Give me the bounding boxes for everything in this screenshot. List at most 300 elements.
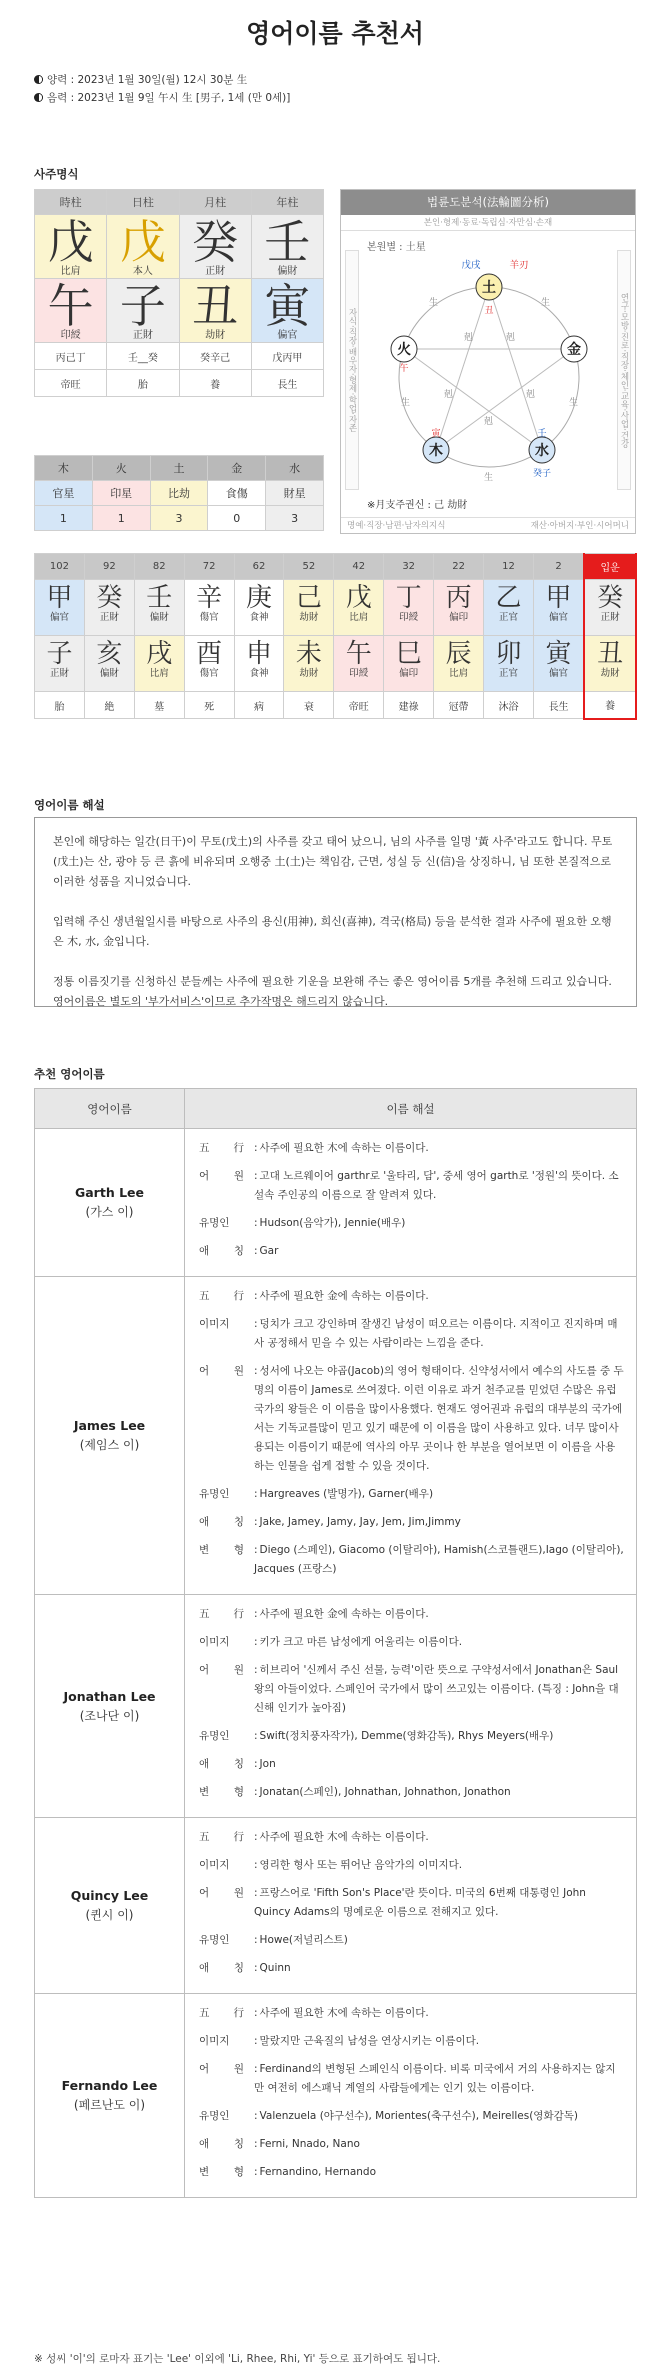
daeun-stem-sipsin: 正官 — [498, 612, 518, 623]
stem-char: 壬 — [264, 215, 311, 269]
info-row — [199, 1167, 624, 1205]
info-row — [199, 2107, 624, 2126]
info-row — [199, 1513, 624, 1532]
info-row — [199, 1661, 624, 1718]
explain-box — [34, 817, 637, 1007]
info-label: 이미지 — [199, 2035, 230, 2047]
korean-reading: (조나단 이) — [79, 1708, 140, 1723]
daeun-branch-char: 巳 — [395, 639, 422, 669]
daeun-stem-sipsin: 偏財 — [149, 612, 169, 623]
daeun-stem — [134, 580, 184, 636]
daeun-branch — [35, 636, 85, 692]
info-label: 이미지 — [199, 1318, 230, 1330]
info-label: 애 칭 — [199, 1516, 244, 1528]
info-row — [199, 1959, 624, 1978]
daeun-stem — [533, 580, 584, 636]
daeun-branch-sipsin: 食神 — [249, 668, 269, 679]
info-label: 애 칭 — [199, 1245, 244, 1257]
daeun-branch — [434, 636, 484, 692]
info-row — [199, 2004, 624, 2023]
daeun-branch-sipsin: 正財 — [49, 668, 69, 679]
branch-fire: 午 — [399, 364, 409, 374]
daeun-branch — [384, 636, 434, 692]
unsung: 帝旺 — [35, 370, 107, 397]
info-value: : 키가 크고 마른 남성에게 어울리는 이름이다. — [254, 1633, 624, 1652]
daeun-unsung: 胎 — [35, 692, 85, 719]
info-label: 유명인 — [199, 1488, 230, 1500]
daeun-stem — [284, 580, 334, 636]
info-label: 유명인 — [199, 1217, 230, 1229]
info-label: 이미지 — [199, 1636, 230, 1648]
daeun-unsung: 死 — [184, 692, 234, 719]
daeun-stem-char: 己 — [295, 583, 322, 613]
daeun-branch-char: 未 — [295, 639, 322, 669]
info-row — [199, 1755, 624, 1774]
col-name-header: 영어이름 — [35, 1089, 185, 1129]
korean-reading: (퀸시 이) — [85, 1908, 134, 1922]
english-name: Quincy Lee — [70, 1888, 149, 1903]
info-row — [199, 1884, 624, 1922]
jijanggan: 戊丙甲 — [251, 343, 323, 370]
english-name-cell — [35, 1277, 185, 1595]
daeun-branch-char: 申 — [246, 639, 273, 669]
daeun-age: 92 — [84, 554, 134, 580]
info-value: : Jake, Jamey, Jamy, Jay, Jem, Jim,Jimmy — [254, 1513, 624, 1532]
daeun-branch-char: 卯 — [495, 639, 522, 669]
rel-label: 剋 — [484, 417, 494, 427]
daeun-stem-sipsin: 比肩 — [349, 612, 369, 623]
info-row — [199, 1783, 624, 1802]
info-value: : 사주에 필요한 金에 속하는 이름이다. — [254, 1287, 624, 1306]
daeun-stem — [35, 580, 85, 636]
sipsin-group: 財星 — [266, 481, 324, 506]
english-name: James Lee — [73, 1418, 146, 1433]
daeun-unsung: 沐浴 — [484, 692, 534, 719]
english-names-table — [34, 1088, 637, 2198]
stem-sipsin: 比肩 — [60, 266, 81, 277]
rel-label: 生 — [569, 398, 579, 408]
month-branch-note-text: ※月支주권신 : 己 劫財 — [367, 500, 468, 511]
name-explain-cell — [185, 1818, 637, 1994]
daeun-branch-char: 子 — [46, 639, 73, 669]
node-metal-label: 金 — [567, 342, 581, 358]
branch-char: 子 — [119, 279, 166, 333]
node-fire-label: 火 — [397, 342, 411, 358]
daeun-stem — [84, 580, 134, 636]
element-header: 水 — [266, 456, 324, 481]
saju-section-title: 사주명식 — [34, 167, 79, 181]
stem-cell — [251, 215, 323, 279]
branch-cell — [179, 279, 251, 343]
info-row — [199, 1727, 624, 1746]
daeun-stem-char: 丁 — [395, 583, 422, 613]
english-name-cell — [35, 1129, 185, 1277]
four-pillars-table — [34, 189, 324, 397]
daeun-branch — [484, 636, 534, 692]
daeun-unsung: 衰 — [284, 692, 334, 719]
daeun-age: 32 — [384, 554, 434, 580]
info-value: : Fernandino, Hernando — [254, 2163, 624, 2182]
korean-reading: (페르난도 이) — [73, 2098, 146, 2112]
info-row — [199, 1605, 624, 1624]
english-name-cell — [35, 1595, 185, 1818]
daeun-stem-char: 庚 — [246, 583, 273, 613]
beopryundo-diagram — [340, 189, 636, 534]
daeun-age: 42 — [334, 554, 384, 580]
info-value: : Hudson(음악가), Jennie(배우) — [254, 1214, 624, 1233]
info-label: 애 칭 — [199, 2138, 244, 2150]
daeun-unsung: 帝旺 — [334, 692, 384, 719]
daeun-stem-sipsin: 正財 — [99, 612, 119, 623]
branch-earth: 丑 — [484, 306, 494, 316]
info-label: 五 行 — [199, 1290, 244, 1302]
rel-label: 剋 — [506, 333, 516, 343]
english-name-cell — [35, 1994, 185, 2198]
diagram-subtitle: 본인·형제·동료·독립심·자만심·손재 — [341, 215, 635, 231]
branch-sipsin: 印綬 — [60, 330, 81, 341]
info-value: : Howe(저널리스트) — [254, 1931, 624, 1950]
daeun-branch — [334, 636, 384, 692]
info-label: 五 行 — [199, 1142, 244, 1154]
rel-label: 剋 — [526, 390, 536, 400]
node-wood-label: 木 — [429, 443, 443, 459]
daeun-branch-char: 亥 — [96, 639, 123, 669]
romanization-note: ※ 성씨 '이'의 로마자 표기는 'Lee' 이외에 'Li, Rhee, Rhi, Yi' 등으로 표기하여도 됩니다. — [34, 2353, 441, 2365]
info-row — [199, 1856, 624, 1875]
daeun-unsung: 冠帶 — [434, 692, 484, 719]
info-value: : 성서에 나오는 야곱(Jacob)의 영어 형태이다. 신약성서에서 예수의 사도를 중 두 명의 이름이 James로 쓰여졌다. 이런 이유로 과거 천주교를 믿었던 수많은 유럽 국가의 왕들은 이 이름을 많이사용했다. 현재도 영어권과 유럽의 대부분의 국가에서는 기독교를많이 믿고 있기 때문에 이 이름을 많이 사용하고 있다. 너무 많이사용되는 이름이기 때문에 역사의 아무 곳이나 한 부분을 열어보면 이 이름을 사용하는 인물을 쉽게 접할 수 있을 것이다. — [254, 1362, 624, 1476]
name-explain-cell — [185, 1595, 637, 1818]
rel-label: 剋 — [464, 333, 474, 343]
info-value: : 영리한 형사 또는 뛰어난 음악가의 이미지다. — [254, 1856, 624, 1875]
daeun-branch — [84, 636, 134, 692]
pillar-header: 日柱 — [107, 190, 179, 215]
info-row — [199, 1139, 624, 1158]
diagram-footer — [341, 517, 635, 533]
info-row — [199, 1633, 624, 1652]
explain-section-title: 영어이름 해설 — [34, 798, 105, 812]
pillar-header: 時柱 — [35, 190, 107, 215]
daeun-branch-sipsin: 劫財 — [299, 668, 319, 679]
daeun-stem-char: 乙 — [495, 583, 522, 613]
info-label: 유명인 — [199, 2110, 230, 2122]
info-value: : Ferdinand의 변형된 스페인식 이름이다. 비록 미국에서 거의 사용하지는 않지만 여전히 에스패닉 계열의 사람들에게는 인기 있는 이름이다. — [254, 2060, 624, 2098]
english-name: Garth Lee — [74, 1185, 144, 1200]
daeun-stem-char: 辛 — [196, 583, 223, 613]
month-branch-note — [367, 496, 467, 511]
info-label: 어 원 — [199, 2063, 244, 2075]
info-label: 五 行 — [199, 1831, 244, 1843]
english-name: Jonathan Lee — [63, 1688, 156, 1704]
info-row — [199, 1828, 624, 1847]
branch-sipsin: 劫財 — [205, 330, 226, 341]
daeun-stem-sipsin: 偏官 — [49, 612, 69, 623]
sipsin-group: 比劫 — [150, 481, 208, 506]
info-label: 어 원 — [199, 1170, 244, 1182]
branch-metal: 壬 — [537, 429, 547, 439]
daeun-stem-char: 丙 — [445, 583, 472, 613]
daeun-unsung: 病 — [234, 692, 284, 719]
info-value: : 말랐지만 근육질의 남성을 연상시키는 이름이다. — [254, 2032, 624, 2051]
pillar-header: 月柱 — [179, 190, 251, 215]
element-count: 1 — [92, 506, 150, 531]
daeun-unsung: 建祿 — [384, 692, 434, 719]
daeun-branch-sipsin: 偏官 — [549, 668, 569, 679]
daeun-stem — [584, 580, 636, 636]
daeun-branch-char: 辰 — [445, 639, 472, 669]
info-row — [199, 2060, 624, 2098]
daeun-stem — [334, 580, 384, 636]
info-value: : Jonatan(스페인), Johnathan, Johnathon, Jonathon — [254, 1783, 624, 1802]
info-value: : 사주에 필요한 木에 속하는 이름이다. — [254, 1828, 624, 1847]
sipsin-group: 印星 — [92, 481, 150, 506]
daeun-stem-sipsin: 劫財 — [299, 612, 319, 623]
name-row — [35, 1277, 637, 1595]
daeun-unsung: 養 — [584, 692, 636, 719]
info-label: 변 형 — [199, 1544, 244, 1556]
half-circle-icon — [34, 93, 43, 102]
info-label: 변 형 — [199, 1786, 244, 1798]
daeun-age: 2 — [533, 554, 584, 580]
info-label: 五 行 — [199, 2007, 244, 2019]
info-value: : Ferni, Nnado, Nano — [254, 2135, 624, 2154]
info-row — [199, 1931, 624, 1950]
daeun-branch-sipsin: 正官 — [498, 668, 518, 679]
info-label: 어 원 — [199, 1365, 244, 1377]
daeun-branch-char: 戌 — [146, 639, 173, 669]
info-value: : 사주에 필요한 木에 속하는 이름이다. — [254, 1139, 624, 1158]
solar-birth — [34, 72, 247, 87]
daeun-stem-sipsin: 偏官 — [549, 612, 569, 623]
element-header: 金 — [208, 456, 266, 481]
stem-sipsin: 本人 — [132, 266, 153, 277]
name-row — [35, 1994, 637, 2198]
info-row — [199, 1362, 624, 1476]
daeun-branch-sipsin: 偏印 — [399, 668, 419, 679]
branch-char: 寅 — [264, 279, 311, 333]
info-value: : 히브리어 '신께서 주신 선물, 능력'이란 뜻으로 구약성서에서 Jonathan은 Saul왕의 아들이었다. 스페인어 국가에서 많이 쓰고있는 이름이다. (특징 : John을 대신해 인기가 높아짐) — [254, 1661, 624, 1718]
daeun-branch-sipsin: 印綬 — [349, 668, 369, 679]
diagram-side-right: 연구·모방·진로·직장·체인·교육·사업·건강 — [617, 250, 631, 490]
daeun-unsung: 長生 — [533, 692, 584, 719]
rel-label: 生 — [541, 298, 551, 308]
info-label: 五 行 — [199, 1608, 244, 1620]
korean-reading: (가스 이) — [85, 1205, 134, 1219]
daeun-age: 102 — [35, 554, 85, 580]
info-label: 변 형 — [199, 2166, 244, 2178]
branch-char: 午 — [47, 279, 94, 333]
stem-sipsin: 偏財 — [277, 266, 298, 277]
daeun-stem — [384, 580, 434, 636]
info-value: : Quinn — [254, 1959, 624, 1978]
daeun-stem-char: 癸 — [96, 583, 123, 613]
daeun-stem — [434, 580, 484, 636]
info-value: : 고대 노르웨이어 garthr로 '울타리, 담', 중세 영어 garth로 '정원'의 뜻이다. 소설속 주인공의 이름으로 잘 알려져 있다. — [254, 1167, 624, 1205]
unsung: 長生 — [251, 370, 323, 397]
info-value: : 덩치가 크고 강인하며 잘생긴 남성이 떠오르는 이름이다. 지적이고 진지하며 매사 공정해서 믿을 수 있는 사람이라는 느낌을 준다. — [254, 1315, 624, 1353]
name-explain-cell — [185, 1129, 637, 1277]
sipsin-group: 官星 — [35, 481, 93, 506]
daeun-stem-char: 甲 — [46, 583, 73, 613]
col-explain-header: 이름 해설 — [185, 1089, 637, 1129]
name-row — [35, 1129, 637, 1277]
solar-birth-text: 양력 : 2023년 1월 30일(월) 12시 30분 生 — [47, 74, 248, 86]
info-row — [199, 2135, 624, 2154]
diagram-footer-right: 재산·아버지·부인·시어머니 — [530, 521, 629, 531]
info-row — [199, 1541, 624, 1579]
branch-sipsin: 正財 — [132, 330, 153, 341]
daeun-stem-sipsin: 正財 — [600, 612, 620, 623]
daeun-stem — [234, 580, 284, 636]
daeun-age: 72 — [184, 554, 234, 580]
daeun-stem-sipsin: 印綬 — [399, 612, 419, 623]
explain-paragraph: 본인에 해당하는 일간(日干)이 무토(戊土)의 사주를 갖고 태어 났으니, 님의 사주를 일명 '黃 사주'라고도 합니다. 무토(戊土)는 산, 광야 등 큰 흙에 비유되며 오행중 土(土)는 책임감, 근면, 성실 등 신(信)을 상징하니, 님 또한 본질적으로 이러한 성품을 지니었습니다. — [53, 835, 613, 888]
daeun-branch-char: 寅 — [545, 639, 572, 669]
ohaeng-count-table — [34, 455, 324, 531]
branch-water: 癸子 — [532, 469, 552, 479]
stem-sipsin: 正財 — [205, 266, 226, 277]
daeun-branch-sipsin: 比肩 — [449, 668, 469, 679]
name-row — [35, 1818, 637, 1994]
stem-cell — [35, 215, 107, 279]
daeun-stem-sipsin: 偏印 — [449, 612, 469, 623]
info-label: 유명인 — [199, 1730, 230, 1742]
info-label: 어 원 — [199, 1887, 244, 1899]
korean-reading: (제임스 이) — [79, 1438, 140, 1452]
daeun-branch — [284, 636, 334, 692]
diagram-side-left: 자식·직장·배우자·형제·학업·자존 — [345, 250, 359, 490]
name-row — [35, 1595, 637, 1818]
daeun-age: 입운 — [584, 554, 636, 580]
daeun-stem — [484, 580, 534, 636]
pillar-header: 年柱 — [251, 190, 323, 215]
english-name-cell — [35, 1818, 185, 1994]
stem-char: 癸 — [192, 215, 239, 269]
rel-label: 生 — [429, 298, 439, 308]
info-value: : 프랑스어로 'Fifth Son's Place'란 뜻이다. 미국의 6번째 대통령인 John Quincy Adams의 명예로운 이름으로 전해지고 있다. — [254, 1884, 624, 1922]
jijanggan: 丙己丁 — [35, 343, 107, 370]
explain-paragraph: 정통 이름짓기를 신청하신 분들께는 사주에 필요한 기운을 보완해 주는 좋은 영어이름 5개를 추천해 드리고 있습니다. 영어이름은 별도의 '부가서비스'이므로 추가작명은 해드리지 않습니다. — [53, 975, 612, 1008]
top-label: 戊戌 — [461, 260, 481, 271]
daeun-age: 52 — [284, 554, 334, 580]
info-value: : Hargreaves (발명가), Garner(배우) — [254, 1485, 624, 1504]
branch-wood: 寅 — [431, 429, 441, 439]
five-element-cycle — [341, 190, 637, 535]
daeun-branch-char: 酉 — [196, 639, 223, 669]
info-value: : Diego (스페인), Giacomo (이탈리아), Hamish(스코틀랜드),Iago (이탈리아), Jacques (프랑스) — [254, 1541, 624, 1579]
daeun-branch — [584, 636, 636, 692]
daeun-age: 82 — [134, 554, 184, 580]
daeun-stem-sipsin: 傷官 — [199, 612, 219, 623]
unsung: 養 — [179, 370, 251, 397]
english-name: Fernando Lee — [61, 2078, 158, 2093]
node-earth-label: 土 — [482, 280, 496, 296]
lunar-birth-text: 음력 : 2023년 1월 9일 午시 生 [男子, 1세 (만 0세)] — [47, 92, 291, 104]
node-water-label: 水 — [535, 443, 549, 459]
daeun-stem-char: 戊 — [345, 583, 372, 613]
branch-cell — [107, 279, 179, 343]
element-count: 3 — [150, 506, 208, 531]
lunar-birth — [34, 90, 290, 105]
daeun-stem-char: 壬 — [146, 583, 173, 613]
element-header: 土 — [150, 456, 208, 481]
daeun-stem-char: 甲 — [545, 583, 572, 613]
rel-label: 生 — [484, 473, 494, 483]
info-row — [199, 1287, 624, 1306]
daeun-table — [34, 553, 637, 720]
yangin-label: 羊刃 — [509, 260, 529, 271]
rel-label: 生 — [401, 398, 411, 408]
daeun-stem — [184, 580, 234, 636]
half-circle-icon — [34, 75, 43, 84]
bonwon-label: 본원별 : 土星 — [367, 242, 426, 253]
branch-cell — [35, 279, 107, 343]
names-section-title: 추천 영어이름 — [34, 1067, 105, 1081]
stem-cell — [179, 215, 251, 279]
daeun-unsung: 絶 — [84, 692, 134, 719]
daeun-age: 62 — [234, 554, 284, 580]
info-value: : 사주에 필요한 金에 속하는 이름이다. — [254, 1605, 624, 1624]
info-label: 이미지 — [199, 1859, 230, 1871]
element-count: 0 — [208, 506, 266, 531]
daeun-branch-sipsin: 劫財 — [600, 668, 620, 679]
daeun-branch — [134, 636, 184, 692]
info-row — [199, 2032, 624, 2051]
name-explain-cell — [185, 1277, 637, 1595]
daeun-branch-sipsin: 傷官 — [199, 668, 219, 679]
daeun-branch-char: 丑 — [597, 639, 624, 669]
sipsin-group: 食傷 — [208, 481, 266, 506]
stem-cell — [107, 215, 179, 279]
info-value: : Valenzuela (야구선수), Morientes(축구선수), Meirelles(영화감독) — [254, 2107, 624, 2126]
branch-sipsin: 偏官 — [277, 330, 298, 341]
info-value: : Jon — [254, 1755, 624, 1774]
daeun-stem-char: 癸 — [597, 583, 624, 613]
element-header: 木 — [35, 456, 93, 481]
info-value: : Swift(정치풍자작가), Demme(영화감독), Rhys Meyers(배우) — [254, 1727, 624, 1746]
daeun-branch — [184, 636, 234, 692]
info-label: 애 칭 — [199, 1758, 244, 1770]
branch-cell — [251, 279, 323, 343]
info-row — [199, 1315, 624, 1353]
daeun-branch-char: 午 — [345, 639, 372, 669]
name-explain-cell — [185, 1994, 637, 2198]
info-value: : 사주에 필요한 木에 속하는 이름이다. — [254, 2004, 624, 2023]
info-row — [199, 1485, 624, 1504]
daeun-branch-sipsin: 比肩 — [149, 668, 169, 679]
diagram-title: 법륜도분석(法輪圖分析) — [341, 190, 635, 215]
unsung: 胎 — [107, 370, 179, 397]
daeun-branch — [533, 636, 584, 692]
info-label: 애 칭 — [199, 1962, 244, 1974]
page-title: 영어이름 추천서 — [246, 19, 424, 48]
info-value: : Gar — [254, 1242, 624, 1261]
stem-char: 戊 — [47, 215, 94, 269]
info-row — [199, 1214, 624, 1233]
explain-paragraph: 입력해 주신 생년월일시를 바탕으로 사주의 용신(用神), 희신(喜神), 격국(格局) 등을 분석한 결과 사주에 필요한 오행은 木, 水, 金입니다. — [53, 915, 612, 948]
rel-label: 剋 — [444, 390, 454, 400]
daeun-age: 22 — [434, 554, 484, 580]
daeun-age: 12 — [484, 554, 534, 580]
info-row — [199, 1242, 624, 1261]
daeun-branch-sipsin: 偏財 — [99, 668, 119, 679]
daeun-stem-sipsin: 食神 — [249, 612, 269, 623]
info-row — [199, 2163, 624, 2182]
diagram-footer-left: 명예·직장·남편·남자의지식 — [347, 521, 446, 531]
branch-char: 丑 — [192, 279, 239, 333]
daeun-unsung: 墓 — [134, 692, 184, 719]
info-label: 유명인 — [199, 1934, 230, 1946]
